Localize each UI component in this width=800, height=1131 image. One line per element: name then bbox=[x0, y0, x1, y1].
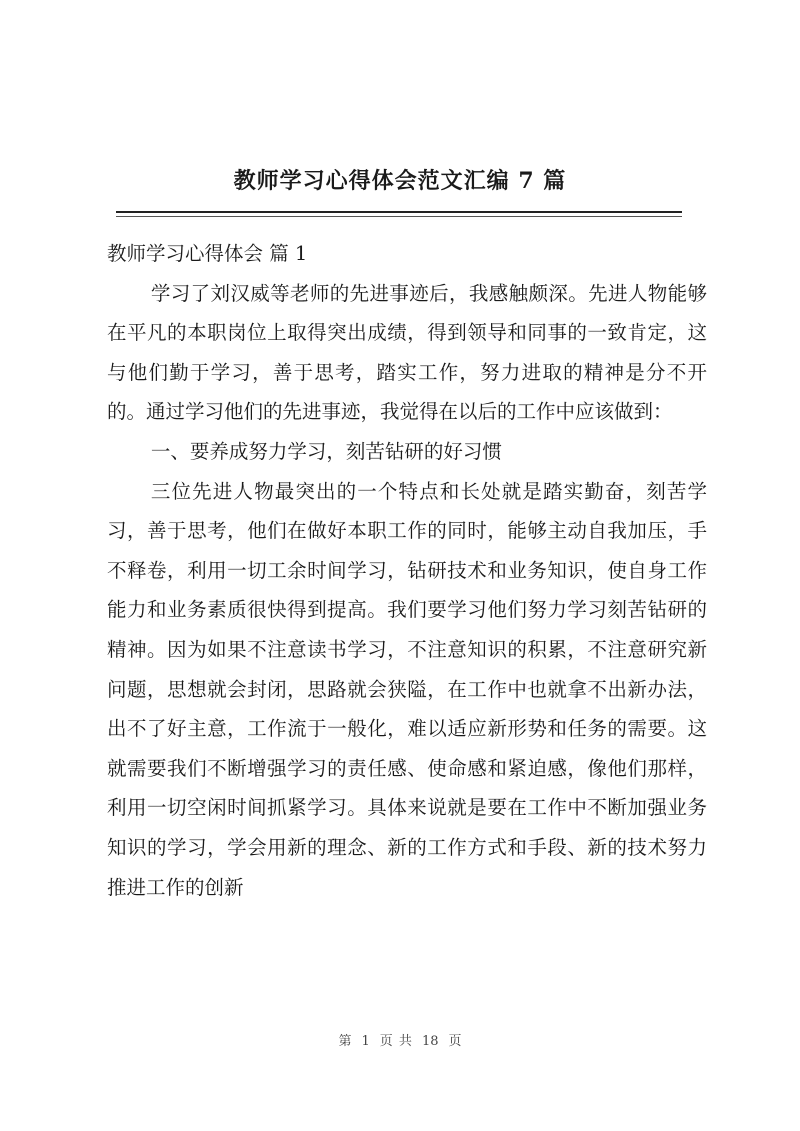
document-title: 教师学习心得体会范文汇编 7 篇 bbox=[233, 168, 567, 194]
page-footer bbox=[0, 1030, 800, 1049]
document-body bbox=[107, 234, 707, 907]
title-rule-thick bbox=[116, 211, 682, 213]
section-heading: 教师学习心得体会 篇 1 bbox=[107, 242, 308, 265]
paragraph-detail: 三位先进人物最突出的一个特点和长处就是踏实勤奋，刻苦学习，善于思考，他们在做好本职工作的同时，能够主动自我加压，手不释卷，利用一切工余时间学习，钻研技术和业务知识，使自身工作能力和业务素质很快得到提高。我们要学习他们努力学习刻苦钻研的精神。因为如果不注意读书学习，不注意知识的积累，不注意研究新问题，思想就会封闭，思路就会狭隘，在工作中也就拿不出新办法，出不了好主意，工作流于一般化，难以适应新形势和任务的需要。这就需要我们不断增强学习的责任感、使命感和紧迫感，像他们那样，利用一切空闲时间抓紧学习。具体来说就是要在工作中不断加强业务知识的学习，学会用新的理念、新的工作方式和手段、新的技术努力推进工作的创新 bbox=[107, 479, 707, 899]
footer-suffix: 页 bbox=[448, 1034, 462, 1049]
footer-total-pages: 18 bbox=[421, 1034, 439, 1049]
title-rule-thin bbox=[116, 216, 682, 217]
footer-prefix: 第 bbox=[338, 1034, 352, 1049]
paragraph-point-one: 一、要养成努力学习，刻苦钻研的好习惯 bbox=[150, 439, 502, 463]
paragraph-intro: 学习了刘汉威等老师的先进事迹后，我感触颇深。先进人物能够在平凡的本职岗位上取得突出成绩，得到领导和同事的一致肯定，这与他们勤于学习，善于思考，踏实工作，努力进取的精神是分不开的。通过学习他们的先进事迹，我觉得在以后的工作中应该做到： bbox=[107, 281, 707, 424]
footer-middle: 页 共 bbox=[379, 1034, 412, 1049]
footer-page-number: 1 bbox=[361, 1034, 370, 1049]
